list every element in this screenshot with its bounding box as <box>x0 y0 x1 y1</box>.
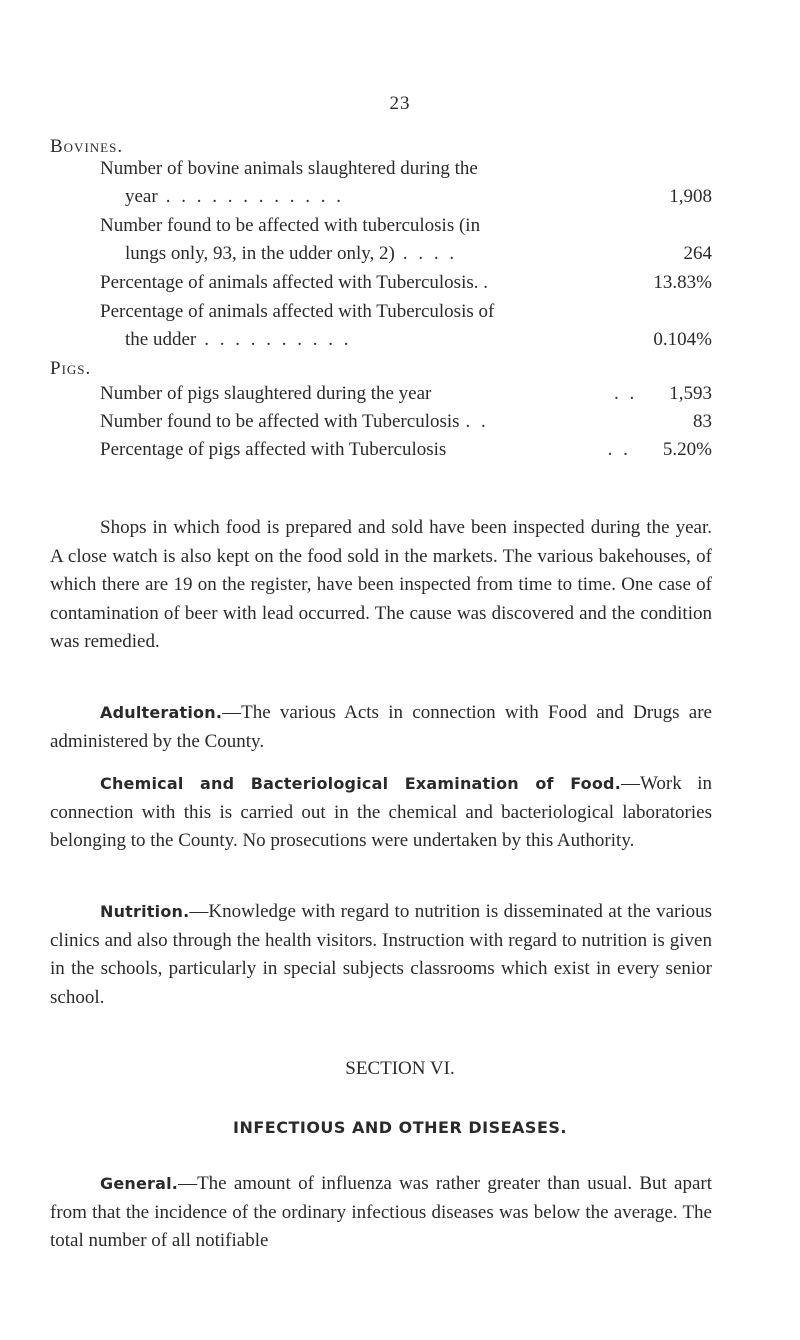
nutrition-paragraph <box>50 898 712 1012</box>
pigs-row-affected <box>100 408 712 436</box>
dot-leader: . . <box>465 411 489 432</box>
dot-leader: . . . . . . . . . . . . <box>165 186 344 207</box>
row-value: 83 <box>693 411 712 432</box>
bovines-heading: Bovines. <box>50 136 124 157</box>
section-title: INFECTIOUS AND OTHER DISEASES. <box>233 1118 567 1137</box>
dot-leader: . . <box>614 383 638 404</box>
pigs-heading: Pigs. <box>50 358 92 379</box>
chemical-heading: Chemical and Bacteriological Examination of Food. <box>100 774 621 793</box>
nutrition-text: —Knowledge with regard to nutrition is disseminated at the various clinics and also through the health visitors. Instruction with regard to nutrition is given in the schools, particularly in special subjects classrooms which exist in every senior school. <box>50 901 712 1008</box>
row-value: 1,908 <box>669 186 712 207</box>
row-label-line1: Percentage of animals affected with Tuberculosis of <box>100 301 495 322</box>
row-value: 264 <box>683 243 712 264</box>
pigs-row-percentage <box>100 436 712 464</box>
dot-leader: . . <box>607 439 631 460</box>
page-number: 23 <box>389 93 411 114</box>
bovines-row-percentage <box>100 269 712 297</box>
row-value: 5.20% <box>662 439 712 460</box>
shops-paragraph: Shops in which food is prepared and sold have been inspected during the year. A close watch is also kept on the food sold in the markets. The various bakehouses, of which there are 19 on the register, have been inspected from time to time. One case of contamination of beer with lead occurred. The cause was discovered and the condition was remedied. <box>50 517 712 652</box>
section-number: SECTION VI. <box>345 1058 455 1079</box>
adulteration-heading: Adulteration. <box>100 703 223 722</box>
row-label-line2: year <box>125 186 158 207</box>
row-label-line2: lungs only, 93, in the udder only, 2) <box>125 243 395 264</box>
dot-leader: . . . . . . . . . . <box>204 329 352 350</box>
general-text: —The amount of influenza was rather greater than usual. But apart from that the incidence of the ordinary infectious diseases was below the average. The total number of all notifiable <box>50 1173 712 1251</box>
row-value: 0.104% <box>653 329 712 350</box>
adulteration-paragraph <box>50 699 712 756</box>
bovines-row-udder-percentage <box>100 298 712 354</box>
chemical-paragraph <box>50 770 712 856</box>
row-label-line2: the udder <box>125 329 197 350</box>
row-label: Number found to be affected with Tuberculosis <box>100 411 460 432</box>
bovines-row-affected <box>100 212 712 268</box>
row-label: Percentage of pigs affected with Tuberculosis <box>100 439 447 460</box>
adulteration-text: —The various Acts in connection with Food and Drugs are administered by the County. <box>50 702 712 752</box>
dot-leader: . . . . <box>402 243 458 264</box>
general-paragraph <box>50 1170 712 1256</box>
bovines-row-slaughtered <box>100 155 712 211</box>
row-label-line1: Percentage of animals affected with Tuberculosis. . <box>100 272 488 293</box>
row-value: 13.83% <box>653 272 712 293</box>
row-label-line1: Number of bovine animals slaughtered during the <box>100 158 478 179</box>
row-label: Number of pigs slaughtered during the year <box>100 383 432 404</box>
general-heading: General. <box>100 1174 179 1193</box>
row-value: 1,593 <box>669 383 712 404</box>
row-label-line1: Number found to be affected with tuberculosis (in <box>100 215 481 236</box>
chemical-text: —Work in connection with this is carried out in the chemical and bacteriological laboratories belonging to the County. No prosecutions were undertaken by this Authority. <box>50 773 712 851</box>
pigs-row-slaughtered <box>100 380 712 408</box>
nutrition-heading: Nutrition. <box>100 902 190 921</box>
